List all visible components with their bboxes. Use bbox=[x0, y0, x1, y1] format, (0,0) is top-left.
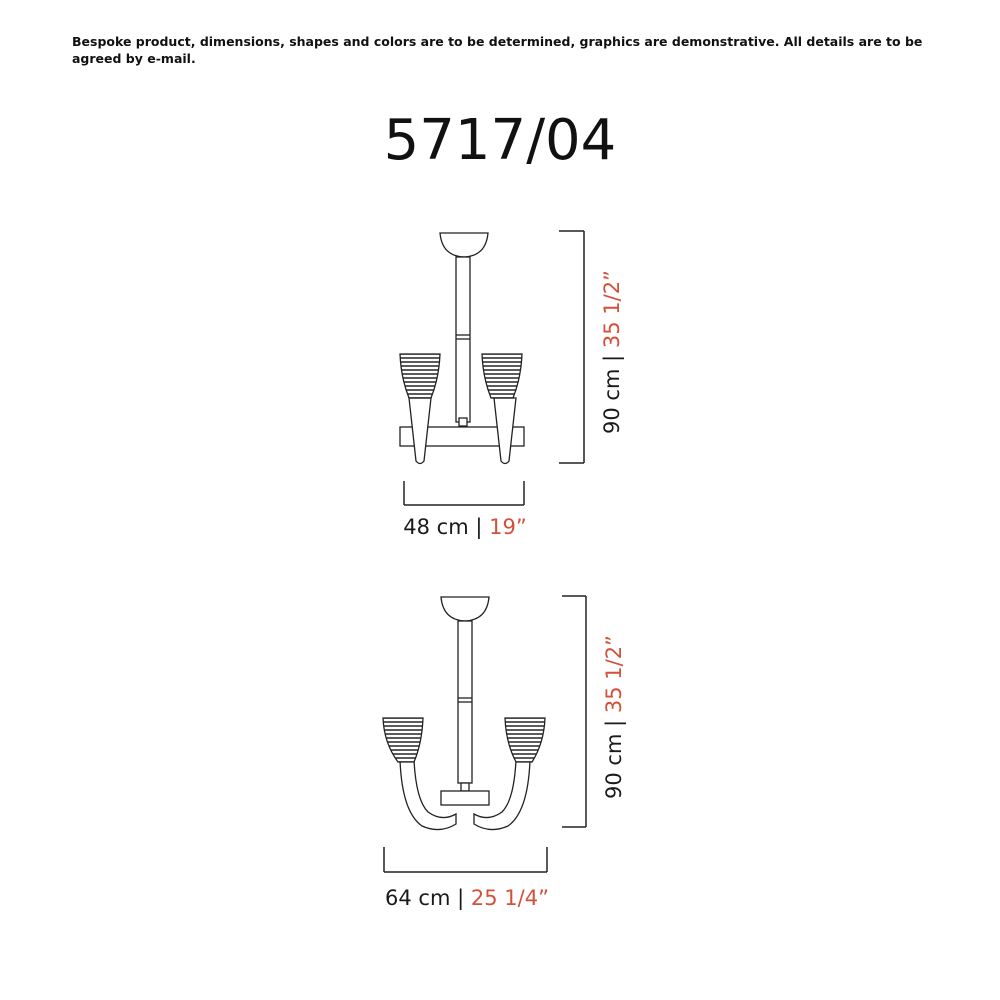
right-shade-front bbox=[482, 354, 522, 398]
canopy-side bbox=[441, 597, 489, 621]
height-dimension-2 bbox=[562, 596, 586, 827]
width-dimension-1 bbox=[404, 481, 524, 505]
disclaimer-note: Bespoke product, dimensions, shapes and colors are to be determined, graphics are demonstrative. All details are to be agreed by e-mail. bbox=[72, 34, 923, 66]
left-arm-front bbox=[409, 398, 431, 464]
height-label-1: 90 cm | 35 1/2” bbox=[600, 270, 624, 434]
canopy-front bbox=[440, 233, 488, 257]
product-code-title: 5717/04 bbox=[383, 108, 617, 173]
width-label-2: 64 cm | 25 1/4” bbox=[385, 886, 549, 910]
width-dimension-2 bbox=[384, 847, 547, 872]
right-arm-front bbox=[494, 398, 516, 464]
height-label-2: 90 cm | 35 1/2” bbox=[602, 635, 626, 799]
chandelier-front-view bbox=[400, 233, 524, 464]
width-label-1: 48 cm | 19” bbox=[403, 515, 527, 539]
right-shade-side bbox=[505, 718, 545, 762]
height-dimension-1 bbox=[559, 231, 584, 463]
chandelier-side-view bbox=[383, 597, 545, 830]
left-shade-side bbox=[383, 718, 423, 762]
left-shade-front bbox=[400, 354, 440, 398]
base-side bbox=[441, 791, 489, 805]
